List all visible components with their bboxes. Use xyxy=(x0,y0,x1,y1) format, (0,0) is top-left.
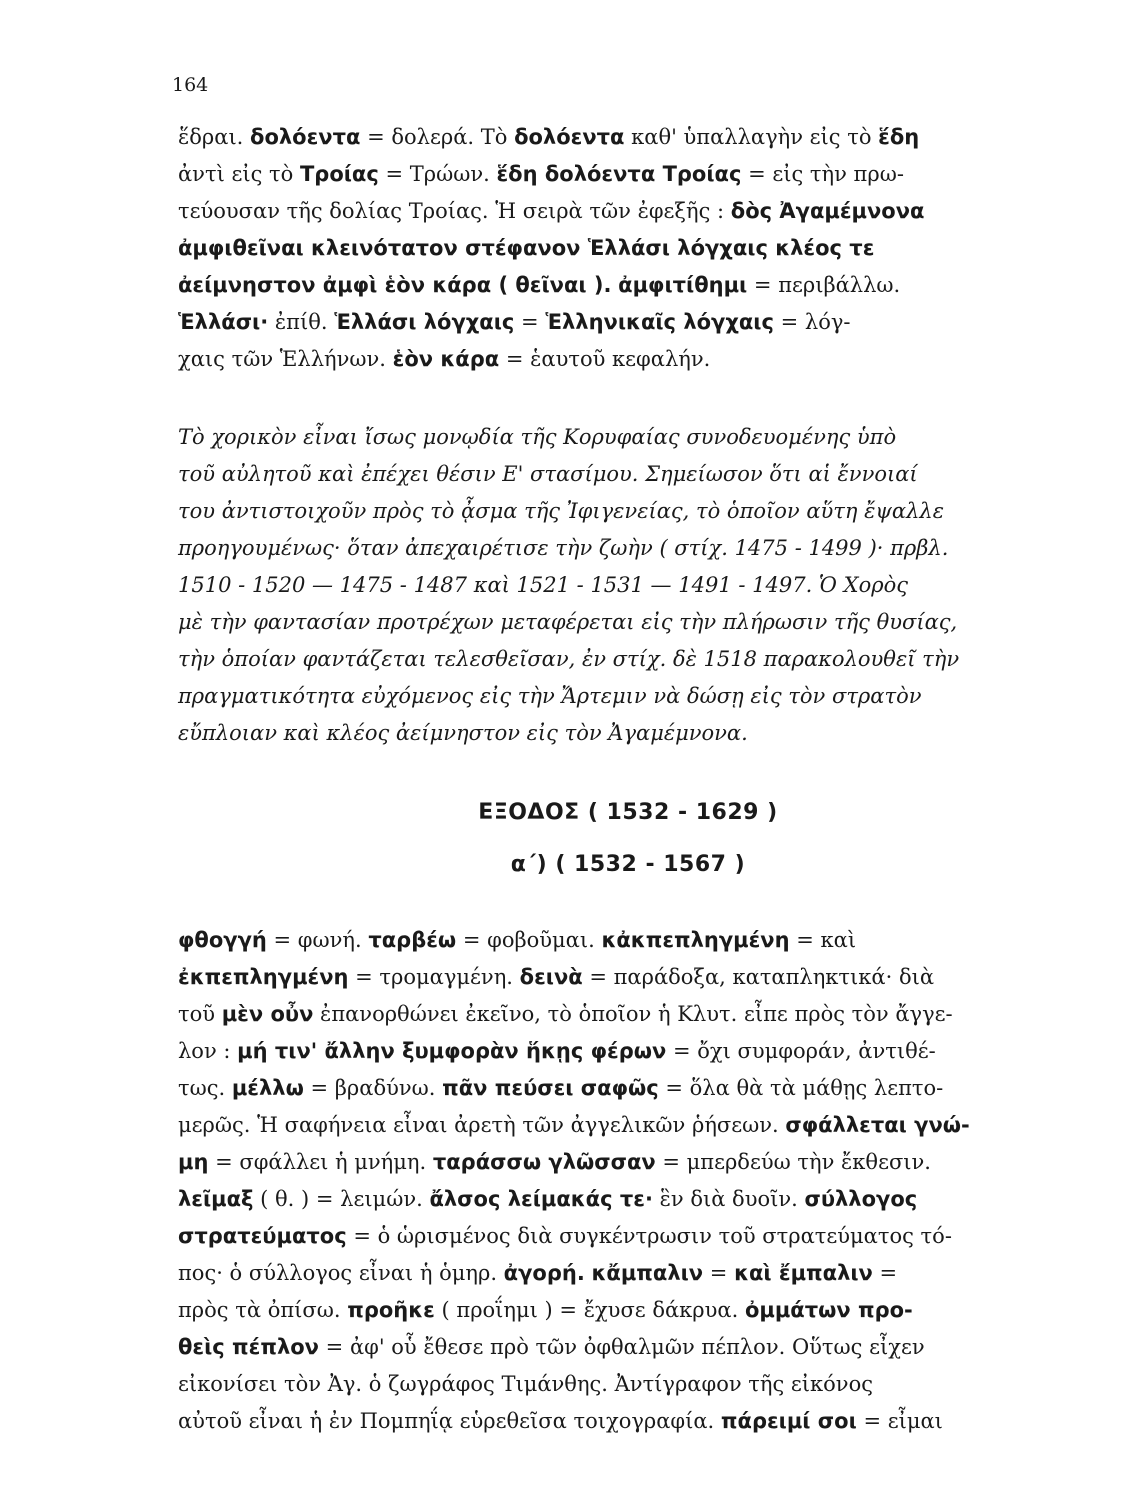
gloss-text: = ἀφ' οὗ ἔθεσε πρὸ τῶν ὀφθαλμῶν πέπλον. Οὕτως εἶχεν xyxy=(319,1335,925,1359)
lemma-term: δολόεντα xyxy=(514,125,625,149)
text-line xyxy=(178,1295,1034,1332)
lemma-term: πᾶν πεύσει σαφῶς xyxy=(442,1076,659,1100)
lemma-term: Ἑλληνικαῖς λόγχαις xyxy=(545,310,774,334)
text-line xyxy=(178,1332,1034,1369)
lemma-term: σύλλογος xyxy=(804,1187,918,1211)
gloss-text: = μπερδεύω τὴν ἔκθεσιν. xyxy=(655,1150,931,1174)
text-line xyxy=(178,233,1034,270)
gloss-text: τοῦ xyxy=(178,1002,222,1026)
gloss-text: τὴν ὁποίαν φαντάζεται τελεσθεῖσαν, ἐν στίχ. δὲ 1518 παρακολουθεῖ τὴν xyxy=(178,647,960,671)
lemma-term: ἀείμνηστον ἀμφὶ ἑὸν κάρα ( θεῖναι ). xyxy=(178,273,612,297)
text-line xyxy=(178,718,1034,755)
text-line xyxy=(178,533,1034,570)
text-line xyxy=(178,607,1034,644)
gloss-text: = xyxy=(514,310,546,334)
lemma-term: ἑὸν κάρα xyxy=(392,347,500,371)
gloss-text: του ἀντιστοιχοῦν πρὸς τὸ ᾆσμα τῆς Ἰφιγενείας, τὸ ὁποῖον αὕτη ἔψαλλε xyxy=(178,499,944,523)
subsection-heading: α΄) ( 1532 - 1567 ) xyxy=(510,852,746,877)
gloss-text: = ὅλα θὰ τὰ μάθῃς λεπτο- xyxy=(658,1076,944,1100)
lemma-term: στρατεύματος xyxy=(178,1224,347,1248)
gloss-text: πρὸς τὰ ὀπίσω. xyxy=(178,1298,348,1322)
lemma-term: ἀμφιθεῖναι κλεινότατον στέφανον Ἑλλάσι λόγχαις κλέος τε xyxy=(178,236,875,260)
gloss-text: ἐπανορθώνει ἐκεῖνο, τὸ ὁποῖον ἡ Κλυτ. εἶπε πρὸς τὸν ἄγγε- xyxy=(313,1002,953,1026)
text-line xyxy=(178,496,1034,533)
lemma-term: Τροίας xyxy=(299,162,379,186)
commentary-paragraph-1 xyxy=(178,122,1034,381)
gloss-text: = ὄχι συμφοράν, ἀντιθέ- xyxy=(666,1039,936,1063)
text-line xyxy=(178,962,1034,999)
gloss-text: = ὁ ὡρισμένος διὰ συγκέντρωσιν τοῦ στρατεύματος τό- xyxy=(346,1224,952,1248)
gloss-text: αὐτοῦ εἶναι ἡ ἐν Πομπηΐᾳ εὑρεθεῖσα τοιχογραφία. xyxy=(178,1409,721,1433)
gloss-text: τεύουσαν τῆς δολίας Τροίας. Ἡ σειρὰ τῶν ἐφεξῆς : xyxy=(178,199,731,223)
text-line xyxy=(178,459,1034,496)
text-line xyxy=(178,422,1034,459)
lemma-term: κἀκπεπληγμένη xyxy=(601,928,790,952)
gloss-text: 1510 - 1520 — 1475 - 1487 καὶ 1521 - 1531 — 1491 - 1497. Ὁ Χορὸς xyxy=(178,573,908,597)
text-line xyxy=(178,270,1034,307)
lemma-term: μέλλω xyxy=(231,1076,304,1100)
text-line xyxy=(178,999,1034,1036)
page-number: 164 xyxy=(172,74,209,96)
commentary-paragraph-2 xyxy=(178,422,1034,755)
gloss-text: = καὶ xyxy=(789,928,857,952)
lemma-term: ἄλσος λείμακάς τε· xyxy=(429,1187,653,1211)
gloss-text: = παράδοξα, καταπληκτικά· διὰ xyxy=(582,965,935,989)
text-line xyxy=(178,570,1034,607)
gloss-text: προηγουμένως· ὅταν ἀπεχαιρέτισε τὴν ζωὴν ( στίχ. 1475 - 1499 )· πρβλ. xyxy=(178,536,949,560)
text-line xyxy=(178,196,1034,233)
gloss-text: = εἰς τὴν πρω- xyxy=(741,162,904,186)
section-heading-exodos: ΕΞΟΔΟΣ ( 1532 - 1629 ) xyxy=(478,800,778,825)
text-line xyxy=(178,344,1034,381)
text-line xyxy=(178,1406,1034,1443)
gloss-text: ἐπίθ. xyxy=(268,310,335,334)
lemma-term: κἄμπαλιν xyxy=(591,1261,704,1285)
text-line xyxy=(178,644,1034,681)
commentary-paragraph-3 xyxy=(178,925,1034,1443)
gloss-text: = εἶμαι xyxy=(856,1409,943,1433)
text-line xyxy=(178,122,1034,159)
gloss-text: = λόγ- xyxy=(773,310,851,334)
gloss-text: = Τρώων. xyxy=(378,162,497,186)
lemma-term: ταράσσω γλῶσσαν xyxy=(432,1150,656,1174)
text-line xyxy=(178,1110,1034,1147)
lemma-term: ἐκπεπληγμένη xyxy=(178,965,349,989)
lemma-term: ἕδη xyxy=(878,125,920,149)
lemma-term: ταρβέω xyxy=(368,928,457,952)
gloss-text: Τὸ χορικὸν εἶναι ἴσως μονῳδία τῆς Κορυφαίας συνοδευομένης ὑπὸ xyxy=(178,425,897,449)
gloss-text: πος· ὁ σύλλογος εἶναι ἡ ὁμηρ. xyxy=(178,1261,504,1285)
text-line xyxy=(178,1036,1034,1073)
gloss-text: = περιβάλλω. xyxy=(747,273,901,297)
lemma-term: ἕδη δολόεντα Τροίας xyxy=(496,162,742,186)
lemma-term: προῆκε xyxy=(347,1298,435,1322)
lemma-term: ἀγορή. xyxy=(503,1261,585,1285)
gloss-text: τοῦ αὐλητοῦ καὶ ἐπέχει θέσιν Ε' στασίμου. Σημείωσον ὅτι αἱ ἔννοιαί xyxy=(178,462,918,486)
lemma-term: πάρειμί σοι xyxy=(720,1409,857,1433)
text-line xyxy=(178,1369,1034,1406)
lemma-term: δολόεντα xyxy=(250,125,361,149)
gloss-text: καθ' ὑπαλλαγὴν εἰς τὸ xyxy=(624,125,879,149)
gloss-text: = βραδύνω. xyxy=(303,1076,443,1100)
lemma-term: δὸς Ἀγαμέμνονα xyxy=(730,199,925,223)
gloss-text: μὲ τὴν φαντασίαν προτρέχων μεταφέρεται εἰς τὴν πλήρωσιν τῆς θυσίας, xyxy=(178,610,958,634)
lemma-term: σφάλλεται γνώ- xyxy=(785,1113,970,1137)
gloss-text: μερῶς. Ἡ σαφήνεια εἶναι ἀρετὴ τῶν ἀγγελικῶν ῥήσεων. xyxy=(178,1113,786,1137)
lemma-term: λεῖμαξ xyxy=(178,1187,254,1211)
text-line xyxy=(178,1073,1034,1110)
gloss-text: λον : xyxy=(178,1039,238,1063)
gloss-text: εἰκονίσει τὸν Ἀγ. ὁ ζωγράφος Τιμάνθης. Ἀντίγραφον τῆς εἰκόνος xyxy=(178,1372,873,1396)
text-line xyxy=(178,681,1034,718)
gloss-text: = φοβοῦμαι. xyxy=(456,928,602,952)
lemma-term: μὲν οὖν xyxy=(221,1002,314,1026)
text-line xyxy=(178,159,1034,196)
gloss-text: ἕδραι. xyxy=(178,125,251,149)
gloss-text: ἓν διὰ δυοῖν. xyxy=(652,1187,805,1211)
text-line xyxy=(178,1221,1034,1258)
text-line xyxy=(178,1147,1034,1184)
lemma-term: Ἑλλάσι· xyxy=(178,310,269,334)
gloss-text: ἀντὶ εἰς τὸ xyxy=(178,162,300,186)
lemma-term: ὀμμάτων προ- xyxy=(744,1298,913,1322)
gloss-text: ( θ. ) = λειμών. xyxy=(253,1187,430,1211)
gloss-text: πραγματικότητα εὐχόμενος εἰς τὴν Ἄρτεμιν νὰ δώσῃ εἰς τὸν στρατὸν xyxy=(178,684,922,708)
lemma-term: μή τιν' ἄλλην ξυμφορὰν ἥκῃς φέρων xyxy=(237,1039,667,1063)
gloss-text: = σφάλλει ἡ μνήμη. xyxy=(208,1150,433,1174)
lemma-term: ἀμφιτίθημι xyxy=(618,273,748,297)
gloss-text: ( προΐημι ) = ἔχυσε δάκρυα. xyxy=(434,1298,745,1322)
text-line xyxy=(178,307,1034,344)
lemma-term: Ἑλλάσι λόγχαις xyxy=(334,310,515,334)
gloss-text: = xyxy=(703,1261,735,1285)
lemma-term: δεινὰ xyxy=(519,965,583,989)
text-line xyxy=(178,925,1034,962)
gloss-text: = ἑαυτοῦ κεφαλήν. xyxy=(499,347,711,371)
gloss-text: = τρομαγμένη. xyxy=(348,965,520,989)
text-line xyxy=(178,1184,1034,1221)
lemma-term: φθογγή xyxy=(178,928,267,952)
gloss-text: χαις τῶν Ἑλλήνων. xyxy=(178,347,393,371)
lemma-term: καὶ ἔμπαλιν xyxy=(734,1261,873,1285)
gloss-text: = xyxy=(872,1261,898,1285)
gloss-text: εὔπλοιαν καὶ κλέος ἀείμνηστον εἰς τὸν Ἀγαμέμνονα. xyxy=(178,721,748,745)
lemma-term: θεὶς πέπλον xyxy=(178,1335,319,1359)
text-line xyxy=(178,1258,1034,1295)
lemma-term: μη xyxy=(178,1150,209,1174)
gloss-text: = φωνή. xyxy=(266,928,369,952)
gloss-text: τως. xyxy=(178,1076,232,1100)
gloss-text: = δολερά. Τὸ xyxy=(360,125,515,149)
